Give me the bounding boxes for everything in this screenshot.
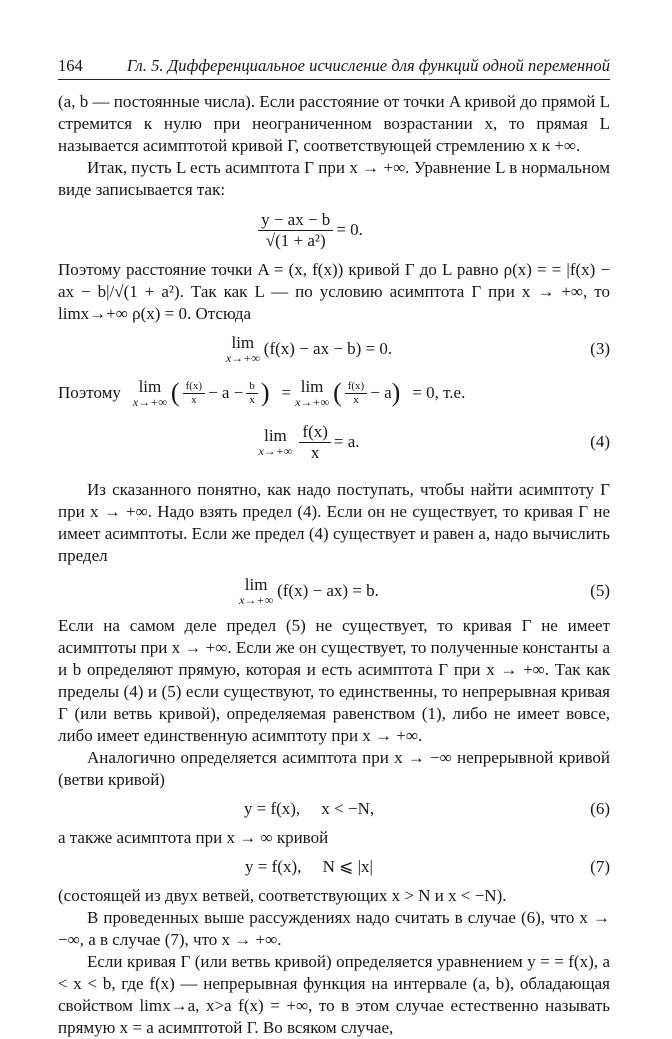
therefore-mid-2: − a	[370, 383, 392, 402]
therefore-tail: = 0, т.е.	[412, 383, 466, 402]
eq4-number: (4)	[590, 432, 610, 451]
eq3-expression: (f(x) − ax − b) = 0.	[263, 339, 393, 358]
eq5-lim-sub: x→+∞	[239, 593, 274, 607]
eq5-limit	[239, 576, 273, 606]
eq4-limit	[258, 427, 292, 457]
eq7-number: (7)	[590, 857, 610, 876]
paragraph-5: Если на самом деле предел (5) не существует, то кривая Γ не имеет асимптоты при x → +∞. Если же он существует, то полученные константы a и b определяют прямую, которая и есть асимптота Γ при x → +∞. Так как пределы (4) и (5) если существуют, то единственны, то непрерывная кривая Γ (или ветвь кривой), определяемая равенством (1), либо не имеет вовсе, либо имеет единственную асимптоту при x → +∞.	[58, 616, 610, 745]
eq4-lim-label: lim	[264, 426, 287, 445]
therefore-lim-label-2: lim	[300, 377, 324, 396]
therefore-lim-sub-2: x→+∞	[295, 395, 330, 409]
normal-form-rhs: = 0.	[336, 220, 363, 239]
fx-den-2: x	[353, 393, 359, 406]
eq4-den: x	[310, 442, 320, 462]
eq4-fraction	[299, 422, 330, 463]
therefore-mid-1: − a −	[208, 383, 244, 402]
equation-6	[58, 791, 610, 827]
running-header	[58, 56, 610, 80]
fx-num-1: f(x)	[183, 380, 206, 394]
eq3-number: (3)	[590, 339, 610, 358]
eq3-limit	[226, 334, 260, 364]
normal-form-denominator: √(1 + a²)	[265, 230, 326, 250]
normal-form-numerator: y − ax − b	[258, 210, 333, 231]
paragraph-2: Итак, пусть L есть асимптота Γ при x → +∞. Уравнение L в нормальном виде записывается так:	[58, 158, 610, 199]
paren-open-2: (	[333, 378, 342, 407]
fx-over-x-1	[183, 380, 206, 407]
eq3-lim-sub: x→+∞	[225, 351, 260, 365]
eq3-lim-label: lim	[231, 333, 255, 352]
eq6-expression: y = f(x), x < −N,	[243, 799, 375, 818]
eq4-num: f(x)	[299, 422, 330, 443]
fx-den-1: x	[191, 393, 197, 406]
b-num: b	[246, 380, 258, 394]
chapter-title: Гл. 5. Дифференциальное исчисление для функций одной переменной	[126, 56, 610, 75]
eq4-rhs: = a.	[333, 432, 360, 451]
fx-over-x-2	[345, 380, 368, 407]
therefore-limit-1	[133, 378, 167, 408]
equation-3	[58, 325, 610, 373]
eq5-expression: (f(x) − ax) = b.	[277, 581, 379, 600]
therefore-lim-label: lim	[138, 377, 162, 396]
paren-open-1: (	[170, 378, 180, 407]
therefore-lead: Поэтому	[58, 383, 121, 402]
eq7-expression: y = f(x), N ⩽ |x|	[245, 857, 373, 876]
paragraph-8: (состоящей из двух ветвей, соответствующих x > N и x < −N).	[58, 886, 507, 905]
paragraph-6: Аналогично определяется асимптота при x → −∞ непрерывной кривой (ветви кривой)	[58, 748, 610, 789]
page-number: 164	[58, 56, 83, 75]
b-over-x	[246, 380, 258, 407]
fx-num-2: f(x)	[345, 380, 368, 394]
paragraph-7: а также асимптота при x → ∞ кривой	[58, 828, 329, 847]
paren-close-1: )	[260, 378, 270, 407]
b-den: x	[249, 393, 255, 406]
paragraph-1: (a, b — постоянные числа). Если расстояние от точки A кривой до прямой L стремится к нулю при неограниченном возрастании x, то прямая L называется асимптотой кривой Γ, соответствующей стремлению x к +∞.	[58, 92, 610, 155]
eq5-lim-label: lim	[244, 575, 268, 594]
equation-7	[58, 849, 610, 885]
eq5-number: (5)	[590, 581, 610, 600]
eq4-lim-sub: x→+∞	[258, 444, 293, 458]
normal-form-fraction	[258, 210, 333, 251]
therefore-row: Поэтому lim x→+∞ ( $\frac{f(x)}{x}$ − a − $\frac{b}{x}$ ) = lim x→+∞ ( $\frac{f(x)}{x}$ − a ) = 0, т.е.	[58, 377, 466, 409]
equation-4	[58, 413, 610, 471]
paren-close-2: )	[391, 378, 401, 407]
equation-normal-form	[58, 201, 610, 259]
paragraph-4: Из сказанного понятно, как надо поступать, чтобы найти асимптоту Γ при x → +∞. Надо взять предел (4). Если он не существует, то кривая Γ не имеет асимптоты. Если же предел (4) существует и равен a, надо вычислить предел	[58, 480, 610, 565]
page	[58, 56, 610, 1039]
equation-5	[58, 567, 610, 615]
paragraph-10: Если кривая Γ (или ветвь кривой) определяется уравнением y = = f(x), a < x < b, где f(x) — непрерывная функция на интервале (a, b), обладающая свойством limx→a, x>a f(x) = +∞, то в этом случае естественно называть прямую x = a асимптотой Γ. Во всяком случае,	[58, 952, 610, 1037]
paragraph-9: В проведенных выше рассуждениях надо считать в случае (6), что x → −∞, а в случае (7), что x → +∞.	[58, 908, 610, 949]
paragraph-3: Поэтому расстояние точки A = (x, f(x)) кривой Γ до L равно ρ(x) = = |f(x) − ax − b|/√(1 + a²). Так как L — по условию асимптота Γ при x → +∞, то limx→+∞ ρ(x) = 0. Отсюда	[58, 260, 610, 323]
therefore-limit-2	[295, 378, 329, 408]
therefore-lim-sub: x→+∞	[132, 395, 167, 409]
eq6-number: (6)	[590, 799, 610, 818]
